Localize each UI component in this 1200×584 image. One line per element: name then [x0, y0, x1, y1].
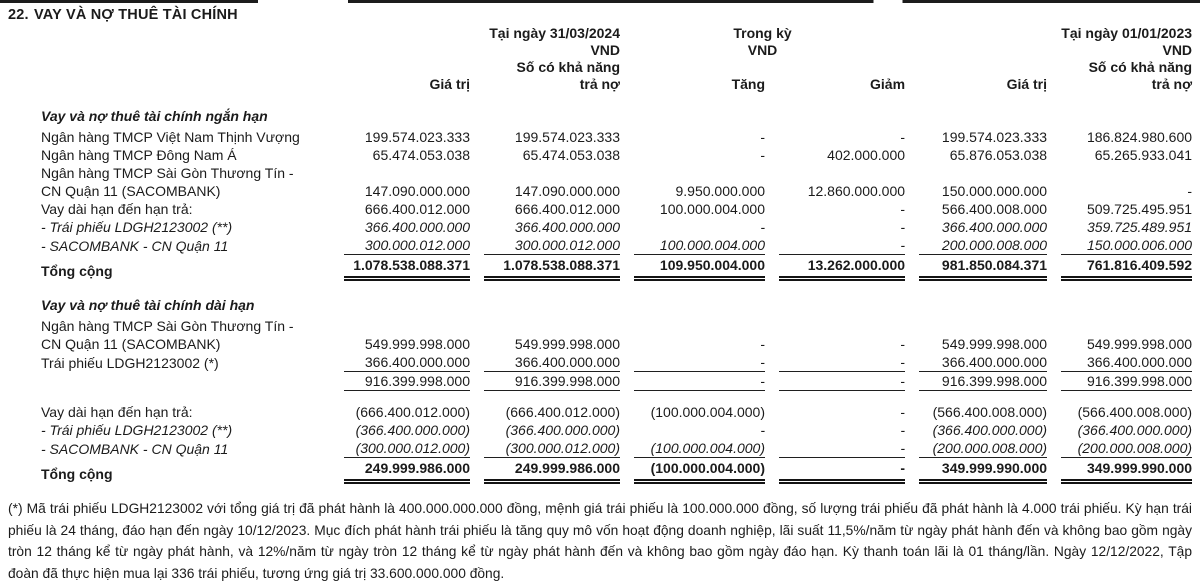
table-row [8, 146, 1192, 164]
cell-value: 150.000.000.000 [941, 183, 1048, 199]
cell-value: 366.400.000.000 [1047, 353, 1192, 372]
table-header [8, 25, 1192, 97]
section-header [8, 97, 1192, 128]
table-row [8, 218, 1192, 236]
cell-value: (666.400.012.000) [505, 404, 621, 420]
cell-value: 366.400.000.000 [905, 353, 1047, 372]
cell-value: - [765, 353, 905, 372]
cell-value: (100.000.004.000) [620, 439, 765, 458]
cell-value: 359.725.489.951 [1086, 219, 1193, 235]
cell-value: - [765, 236, 905, 255]
cell-value: - [760, 129, 766, 145]
table-row [8, 255, 1192, 281]
table-row [8, 391, 1192, 421]
cell-value: 147.090.000.000 [514, 183, 621, 199]
cell-value: - [620, 353, 765, 372]
cell-value: - [900, 336, 906, 352]
cell-value: 761.816.409.592 [1047, 255, 1192, 281]
cell-value: (366.400.000.000) [932, 422, 1048, 438]
cell-value: - [765, 439, 905, 458]
table-row [8, 372, 1192, 391]
table-row [8, 128, 1192, 146]
header-col-repay-2024: trả nợ [579, 76, 621, 92]
row-label: Tổng cộng [41, 263, 113, 279]
row-label: - SACOMBANK - CN Quận 11 [41, 441, 229, 457]
cell-value: 916.399.998.000 [905, 372, 1047, 391]
cell-value: 366.400.000.000 [941, 219, 1048, 235]
cell-value: 666.400.012.000 [364, 201, 470, 217]
cell-value: 1.078.538.088.371 [470, 255, 620, 281]
cell-value: 186.824.980.600 [1086, 129, 1193, 145]
cell-value: - [1187, 183, 1193, 199]
cell-value: - [900, 219, 906, 235]
cell-value: 13.262.000.000 [765, 255, 905, 281]
row-label: - Trái phiếu LDGH2123002 (**) [41, 422, 233, 438]
cell-value: 666.400.012.000 [514, 201, 621, 217]
header-row-columns [8, 76, 1192, 97]
header-row-capacity [8, 59, 1192, 76]
row-label: Ngân hàng TMCP Sài Gòn Thương Tín - CN Quận 11 (SACOMBANK) [41, 165, 294, 199]
cell-value: 916.399.998.000 [330, 372, 470, 391]
cell-value: 366.400.000.000 [514, 219, 621, 235]
cell-value: 65.474.053.038 [372, 147, 470, 163]
section-header [8, 281, 1192, 317]
header-col-decrease: Giảm [870, 76, 906, 92]
header-period-empty [620, 59, 905, 76]
cell-value: - [760, 336, 766, 352]
table-row [8, 353, 1192, 372]
row-label: Tổng cộng [41, 466, 113, 482]
cell-value: 249.999.986.000 [470, 458, 620, 484]
table-row [8, 439, 1192, 458]
cell-value: 916.399.998.000 [1047, 372, 1192, 391]
header-col-increase: Tăng [731, 76, 766, 92]
cell-value: 199.574.023.333 [941, 129, 1048, 145]
cell-value: 100.000.004.000 [659, 201, 766, 217]
header-spacer [8, 59, 330, 76]
cell-value: 9.950.000.000 [675, 183, 766, 199]
cell-value: 200.000.008.000 [905, 236, 1047, 255]
page-title [0, 0, 1200, 23]
cell-value: - [760, 422, 766, 438]
header-asof-2024-date: Tại ngày 31/03/2024 [489, 25, 621, 41]
row-label: Ngân hàng TMCP Đông Nam Á [41, 147, 237, 163]
cell-value: 109.950.004.000 [620, 255, 765, 281]
section-number: 22. [8, 7, 29, 23]
cell-value: 916.399.998.000 [470, 372, 620, 391]
cell-value: 366.400.000.000 [330, 353, 470, 372]
cell-value: 549.999.998.000 [364, 336, 470, 352]
row-label: Vay dài hạn đến hạn trả: [41, 404, 193, 420]
cell-value: 366.400.000.000 [364, 219, 470, 235]
cell-value: 199.574.023.333 [514, 129, 621, 145]
cell-value: 65.474.053.038 [522, 147, 621, 163]
table-row [8, 458, 1192, 484]
row-label: Ngân hàng TMCP Việt Nam Thịnh Vượng [41, 129, 300, 145]
cell-value: (566.400.008.000) [932, 404, 1048, 420]
cell-value: 1.078.538.088.371 [330, 255, 470, 281]
header-spacer [8, 25, 330, 42]
cell-value: - [765, 458, 905, 484]
cell-value: 349.999.990.000 [1047, 458, 1192, 484]
header-asof-2023-capacity: Số có khả năng [1088, 59, 1193, 75]
cell-value: - [760, 219, 766, 235]
table-row [8, 421, 1192, 439]
header-period-label: Trong kỳ [733, 25, 792, 41]
cell-value: - [900, 129, 906, 145]
cell-value: - [900, 201, 906, 217]
cell-value: 402.000.000 [827, 147, 906, 163]
cell-value: 249.999.986.000 [330, 458, 470, 484]
cell-value: 300.000.012.000 [330, 236, 470, 255]
cell-value: (300.000.012.000) [470, 439, 620, 458]
row-label: Vay dài hạn đến hạn trả: [41, 201, 193, 217]
cell-value: (566.400.008.000) [1077, 404, 1193, 420]
footnote-text: (*) Mã trái phiếu LDGH2123002 với tổng giá trị đã phát hành là 400.000.000.000 đồng, mệnh giá trái phiếu là 100.000.000 đồng, số lượng trái phiếu đã phát hành là 4.000 trái phiếu. Kỳ hạn trái phiếu là 24 tháng, đáo hạn đến ngày 10/12/2023. Mục đích phát hành trái phiếu là tăng quy mô vốn hoạt động doanh nghiệp, lãi suất 11,5%/năm từ ngày phát hành đến và không bao gồm ngày tròn 12 tháng kể từ ngày phát hành, và 12%/năm từ ngày tròn 12 tháng kể từ ngày phát hành đến và không bao gồm ngày đáo hạn. Kỳ thanh toán lãi là 01 tháng/lần. Ngày 12/12/2022, Tập đoàn đã thực hiện mua lại 336 trái phiếu, tương ứng giá trị 33.600.000.000 đồng. [8, 501, 1192, 581]
cell-value: 366.400.000.000 [470, 353, 620, 372]
cell-value: (100.000.004.000) [620, 458, 765, 484]
header-col-repay-2023: trả nợ [1151, 76, 1193, 92]
cell-value: 509.725.495.951 [1086, 201, 1193, 217]
cell-value: 549.999.998.000 [1086, 336, 1193, 352]
cell-value: 65.876.053.038 [949, 147, 1048, 163]
cell-value: (100.000.004.000) [650, 404, 766, 420]
cell-value: 65.265.933.041 [1094, 147, 1193, 163]
header-spacer [8, 76, 330, 97]
cell-value: 549.999.998.000 [941, 336, 1048, 352]
cell-value: 100.000.004.000 [620, 236, 765, 255]
header-asof-2024-vnd: VND [590, 42, 621, 58]
cell-value: - [900, 404, 906, 420]
cell-value: - [765, 372, 905, 391]
table-row [8, 200, 1192, 218]
cell-value: - [620, 372, 765, 391]
cell-value: (366.400.000.000) [505, 422, 621, 438]
cell-value: (200.000.008.000) [905, 439, 1047, 458]
scan-artifact-line [0, 0, 1200, 3]
cell-value: 349.999.990.000 [905, 458, 1047, 484]
cell-value: 300.000.012.000 [470, 236, 620, 255]
cell-value: (300.000.012.000) [330, 439, 470, 458]
section-title-text: VAY VÀ NỢ THUÊ TÀI CHÍNH [34, 7, 238, 23]
cell-value: 150.000.006.000 [1047, 236, 1192, 255]
table-row [8, 236, 1192, 255]
cell-value: - [900, 422, 906, 438]
cell-value: (366.400.000.000) [1077, 422, 1193, 438]
header-spacer [8, 42, 330, 59]
header-col-value-2023: Giá trị [1006, 76, 1048, 92]
header-period-vnd: VND [747, 42, 778, 58]
header-col-value-2024: Giá trị [429, 76, 470, 92]
cell-value: 199.574.023.333 [364, 129, 470, 145]
header-asof-2023-date: Tại ngày 01/01/2023 [1061, 25, 1193, 41]
cell-value: (666.400.012.000) [355, 404, 470, 420]
table-row [8, 164, 1192, 200]
header-row-currency [8, 42, 1192, 59]
section-short-term [8, 97, 1192, 281]
section-long-term [8, 281, 1192, 484]
section-header-label: Vay và nợ thuê tài chính dài hạn [41, 297, 255, 313]
row-label: - Trái phiếu LDGH2123002 (**) [41, 219, 233, 235]
row-label: Ngân hàng TMCP Sài Gòn Thương Tín - CN Quận 11 (SACOMBANK) [41, 318, 294, 352]
cell-value: (200.000.008.000) [1047, 439, 1192, 458]
cell-value: 147.090.000.000 [364, 183, 470, 199]
row-label: Trái phiếu LDGH2123002 (*) [41, 355, 219, 371]
cell-value: 981.850.084.371 [905, 255, 1047, 281]
row-label [8, 372, 330, 391]
cell-value: 549.999.998.000 [514, 336, 621, 352]
cell-value: (366.400.000.000) [355, 422, 470, 438]
header-asof-2024-capacity: Số có khả năng [516, 59, 621, 75]
row-label: - SACOMBANK - CN Quận 11 [41, 238, 229, 254]
cell-value: 566.400.008.000 [941, 201, 1048, 217]
header-asof-2023-vnd: VND [1162, 42, 1193, 58]
loans-table [8, 25, 1192, 484]
header-row-date [8, 25, 1192, 42]
cell-value: - [760, 147, 766, 163]
section-header-label: Vay và nợ thuê tài chính ngắn hạn [41, 108, 268, 124]
table-row [8, 317, 1192, 353]
cell-value: 12.860.000.000 [807, 183, 906, 199]
